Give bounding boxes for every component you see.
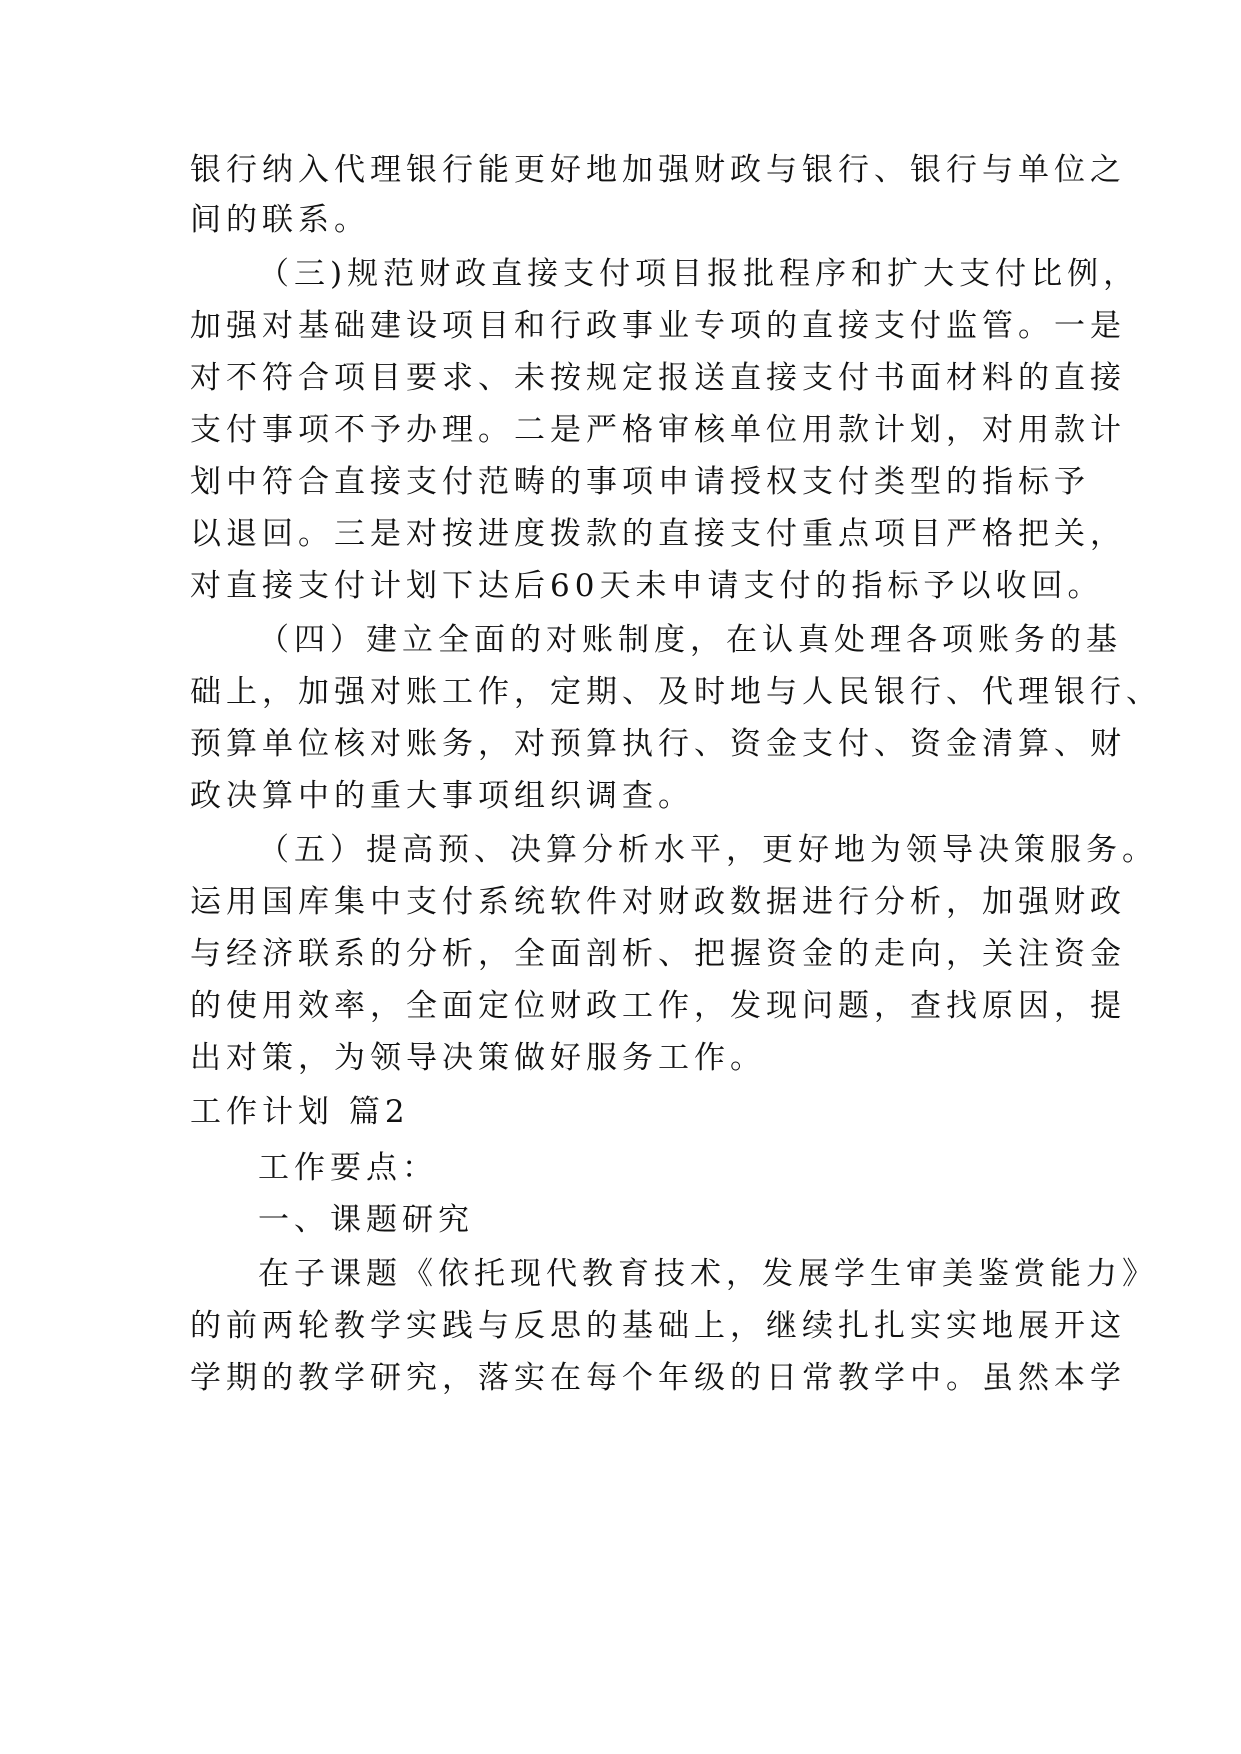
text-line: 的前两轮教学实践与反思的基础上，继续扎扎实实地展开这 [190,1308,1126,1344]
text-line: 加强对基础建设项目和行政事业专项的直接支付监管。一是 [190,308,1126,344]
text-line: 间的联系。 [190,202,370,238]
paragraph-heading: （四）建立全面的对账制度，在认真处理各项账务的基 [258,622,1122,658]
text-line: 政决算中的重大事项组织调查。 [190,778,694,814]
text-line: 与经济联系的分析，全面剖析、把握资金的走向，关注资金 [190,936,1126,972]
paragraph-heading: （三)规范财政直接支付项目报批程序和扩大支付比例， [258,256,1140,292]
text-line: 础上，加强对账工作，定期、及时地与人民银行、代理银行、 [190,674,1162,710]
text-line: 学期的教学研究，落实在每个年级的日常教学中。虽然本学 [190,1360,1126,1396]
text-line: 在子课题《依托现代教育技术，发展学生审美鉴赏能力》 [258,1256,1158,1292]
text-line: 银行纳入代理银行能更好地加强财政与银行、银行与单位之 [190,152,1126,188]
text-line: 出对策，为领导决策做好服务工作。 [190,1040,766,1076]
text-line: 以退回。三是对按进度拨款的直接支付重点项目严格把关， [190,516,1126,552]
text-line: 对不符合项目要求、未按规定报送直接支付书面材料的直接 [190,360,1126,396]
text-line: 的使用效率，全面定位财政工作，发现问题，查找原因，提 [190,988,1126,1024]
text-line: 运用国库集中支付系统软件对财政数据进行分析，加强财政 [190,884,1126,920]
subheading: 一、课题研究 [258,1202,474,1238]
text-line: 支付事项不予办理。二是严格审核单位用款计划，对用款计 [190,412,1126,448]
text-line: 划中符合直接支付范畴的事项申请授权支付类型的指标予 [190,464,1090,500]
paragraph-heading: （五）提高预、决算分析水平，更好地为领导决策服务。 [258,832,1158,868]
text-line: 对直接支付计划下达后60天未申请支付的指标予以收回。 [190,568,1104,604]
section-title: 工作计划 篇2 [190,1094,410,1130]
text-line: 预算单位核对账务，对预算执行、资金支付、资金清算、财 [190,726,1126,762]
subheading: 工作要点： [258,1150,438,1186]
